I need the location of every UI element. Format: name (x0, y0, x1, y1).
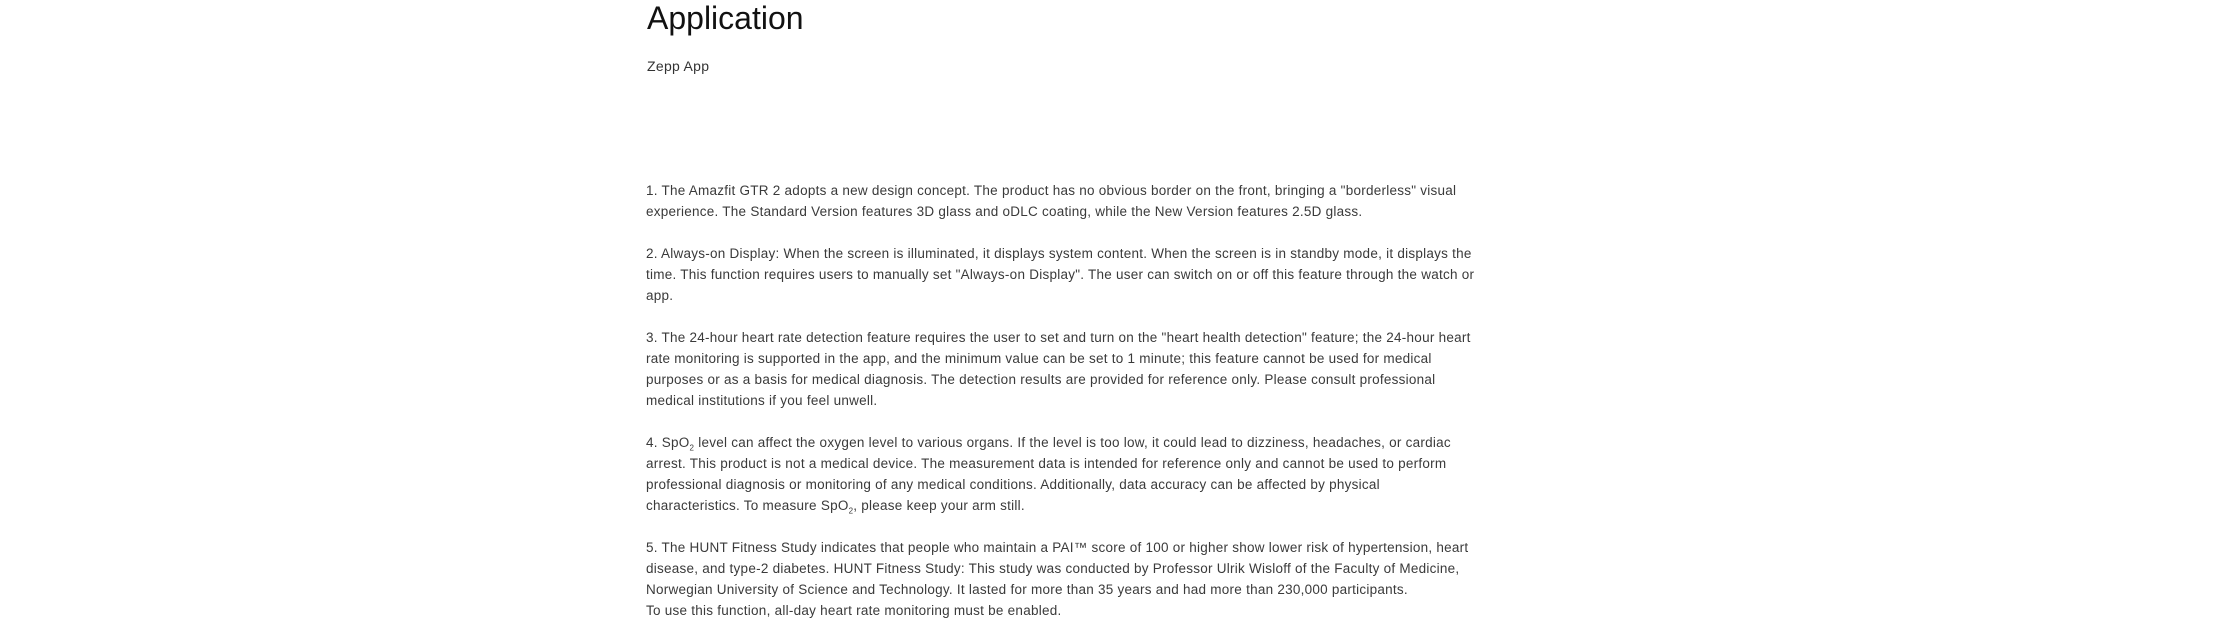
footnote-4 (646, 432, 1596, 516)
footnote-line: professional diagnosis or monitoring of any medical conditions. Additionally, data accuracy can be affected by physical (646, 477, 1380, 492)
footnote-2 (646, 243, 1596, 306)
subscript: 2 (689, 443, 695, 453)
footnote-text: characteristics. To measure SpO (646, 498, 849, 513)
footnote-line: 5. The HUNT Fitness Study indicates that people who maintain a PAI™ score of 100 or higher show lower risk of hypertension, heart (646, 540, 1469, 555)
footnotes (646, 180, 1596, 642)
footnote-5 (646, 537, 1596, 621)
footnote-line: purposes or as a basis for medical diagnosis. The detection results are provided for reference only. Please consult professional (646, 372, 1436, 387)
footnote-line: experience. The Standard Version features 3D glass and oDLC coating, while the New Version features 2.5D glass. (646, 204, 1363, 219)
footnote-1 (646, 180, 1596, 222)
footnote-line: rate monitoring is supported in the app, and the minimum value can be set to 1 minute; this feature cannot be used for medical (646, 351, 1432, 366)
footnote-line: disease, and type-2 diabetes. HUNT Fitness Study: This study was conducted by Professor Ulrik Wisloff of the Faculty of Medicine, (646, 561, 1460, 576)
footnote-line: 1. The Amazfit GTR 2 adopts a new design concept. The product has no obvious border on the front, bringing a "borderless" visual (646, 183, 1457, 198)
footnote-line (646, 432, 1596, 453)
footnote-line: medical institutions if you feel unwell. (646, 393, 878, 408)
footnote-text: level can affect the oxygen level to various organs. If the level is too low, it could lead to dizziness, headaches, or cardiac (694, 435, 1451, 450)
section-value: Zepp App (647, 58, 710, 74)
footnote-line: arrest. This product is not a medical device. The measurement data is intended for reference only and cannot be used to perform (646, 456, 1447, 471)
footnote-line: time. This function requires users to manually set "Always-on Display". The user can switch on or off this feature through the watch or (646, 267, 1475, 282)
footnote-line: To use this function, all-day heart rate monitoring must be enabled. (646, 603, 1062, 618)
footnote-line: app. (646, 288, 674, 303)
subscript: 2 (848, 506, 854, 516)
footnote-line (646, 495, 1596, 516)
footnote-line: Norwegian University of Science and Technology. It lasted for more than 35 years and had more than 230,000 participants. (646, 582, 1408, 597)
footnote-text: 4. SpO (646, 435, 690, 450)
footnote-line: 3. The 24-hour heart rate detection feature requires the user to set and turn on the "heart health detection" feature; the 24-hour heart (646, 330, 1471, 345)
footnote-3 (646, 327, 1596, 411)
section-title: Application (647, 0, 804, 36)
footnote-line: 2. Always-on Display: When the screen is illuminated, it displays system content. When the screen is in standby mode, it displays the (646, 246, 1472, 261)
footnote-text: , please keep your arm still. (853, 498, 1025, 513)
